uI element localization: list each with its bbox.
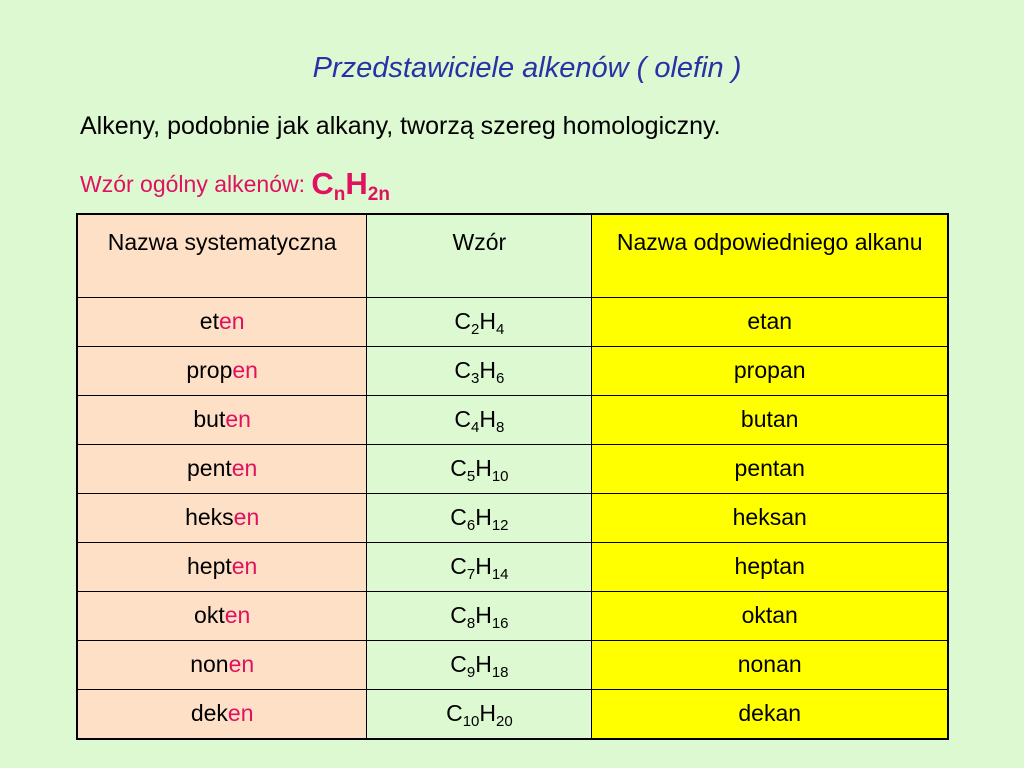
formula-c-count: 6 <box>466 517 476 534</box>
formula-cell <box>367 493 592 542</box>
alkenes-table <box>76 213 949 740</box>
formula-c-count: 10 <box>462 713 480 730</box>
alkene-stem: but <box>193 406 226 432</box>
formula-h: H <box>475 651 492 677</box>
formula-c: C <box>450 602 467 628</box>
alkene-stem: pent <box>186 455 232 481</box>
formula-sub-n: n <box>333 184 346 205</box>
alkene-suffix: en <box>228 651 255 677</box>
alkane-name-cell: heksan <box>592 493 948 542</box>
formula-c: C <box>450 651 467 677</box>
formula-h-count: 16 <box>491 615 509 632</box>
alkene-stem: hept <box>186 553 232 579</box>
alkane-name-cell: propan <box>592 346 948 395</box>
table-header-row <box>77 214 948 297</box>
formula-c-count: 4 <box>471 419 480 436</box>
formula-h-count: 10 <box>491 468 509 485</box>
alkene-suffix: en <box>224 602 251 628</box>
alkene-suffix: en <box>232 357 258 383</box>
formula-c-count: 9 <box>466 664 476 681</box>
alkane-name-cell: dekan <box>592 689 948 739</box>
formula-h-count: 18 <box>491 664 509 681</box>
formula-h: H <box>479 700 496 726</box>
alkene-stem: okt <box>194 602 225 628</box>
header-formula: Wzór <box>367 214 592 297</box>
table-row <box>77 395 948 444</box>
formula-cell <box>367 591 592 640</box>
formula-h: H <box>479 357 496 383</box>
table-row <box>77 444 948 493</box>
table-row <box>77 493 948 542</box>
table-row <box>77 297 948 346</box>
header-alkane: Nazwa odpowiedniego alkanu <box>592 214 948 297</box>
formula-cell <box>367 346 592 395</box>
page-title: Przedstawiciele alkenów ( olefin ) <box>312 52 742 84</box>
general-formula-line <box>80 164 390 205</box>
alkene-stem: et <box>199 308 219 334</box>
alkene-name-cell <box>77 542 367 591</box>
formula-h: H <box>475 504 492 530</box>
formula-sub-2n: 2n <box>367 184 390 205</box>
alkane-name-cell: pentan <box>592 444 948 493</box>
formula-symbol-h: H <box>345 166 368 201</box>
alkene-name-cell <box>77 493 367 542</box>
formula-symbol-c: C <box>311 166 334 201</box>
alkane-name-cell: oktan <box>592 591 948 640</box>
formula-c: C <box>446 700 463 726</box>
alkene-suffix: en <box>231 553 258 579</box>
alkane-name-cell: etan <box>592 297 948 346</box>
formula-c: C <box>454 308 472 334</box>
alkene-suffix: en <box>231 455 258 481</box>
alkene-name-cell <box>77 640 367 689</box>
alkene-name-cell <box>77 297 367 346</box>
formula-h: H <box>475 455 492 481</box>
formula-h: H <box>475 602 492 628</box>
formula-c: C <box>450 504 467 530</box>
alkene-suffix: en <box>218 308 245 334</box>
formula-cell <box>367 689 592 739</box>
formula-h-count: 14 <box>491 566 509 583</box>
alkene-name-cell <box>77 395 367 444</box>
alkene-suffix: en <box>227 700 254 726</box>
alkene-name-cell <box>77 591 367 640</box>
formula-c-count: 3 <box>471 370 480 387</box>
alkene-suffix: en <box>233 504 260 530</box>
alkene-stem: heks <box>185 504 234 530</box>
general-formula <box>311 166 390 205</box>
general-formula-label: Wzór ogólny alkenów: <box>80 171 312 197</box>
formula-cell <box>367 297 592 346</box>
alkene-name-cell <box>77 444 367 493</box>
alkene-name-cell <box>77 689 367 739</box>
alkene-stem: prop <box>186 357 233 383</box>
formula-c-count: 5 <box>466 468 476 485</box>
formula-h: H <box>479 406 496 432</box>
formula-c: C <box>454 406 472 432</box>
alkene-suffix: en <box>225 406 251 432</box>
table-row <box>77 346 948 395</box>
alkene-name-cell <box>77 346 367 395</box>
formula-h-count: 6 <box>496 370 505 387</box>
formula-h: H <box>475 553 492 579</box>
formula-h-count: 20 <box>496 713 513 730</box>
formula-h-count: 4 <box>496 321 505 338</box>
alkene-stem: dek <box>190 700 228 726</box>
table-row <box>77 542 948 591</box>
formula-h-count: 12 <box>491 517 509 534</box>
formula-c-count: 8 <box>466 615 476 632</box>
alkene-stem: non <box>190 651 229 677</box>
alkane-name-cell: heptan <box>592 542 948 591</box>
table-row <box>77 640 948 689</box>
table-row <box>77 689 948 739</box>
formula-c: C <box>450 455 467 481</box>
formula-cell <box>367 444 592 493</box>
intro-text: Alkeny, podobnie jak alkany, tworzą szereg homologiczny. <box>80 112 721 140</box>
formula-h-count: 8 <box>496 419 505 436</box>
formula-c-count: 7 <box>466 566 476 583</box>
alkane-name-cell: nonan <box>592 640 948 689</box>
formula-c: C <box>450 553 467 579</box>
formula-c-count: 2 <box>471 321 480 338</box>
formula-h: H <box>479 308 496 334</box>
formula-cell <box>367 640 592 689</box>
alkane-name-cell: butan <box>592 395 948 444</box>
formula-cell <box>367 395 592 444</box>
header-name: Nazwa systematyczna <box>77 214 367 297</box>
formula-cell <box>367 542 592 591</box>
formula-c: C <box>454 357 472 383</box>
table-row <box>77 591 948 640</box>
